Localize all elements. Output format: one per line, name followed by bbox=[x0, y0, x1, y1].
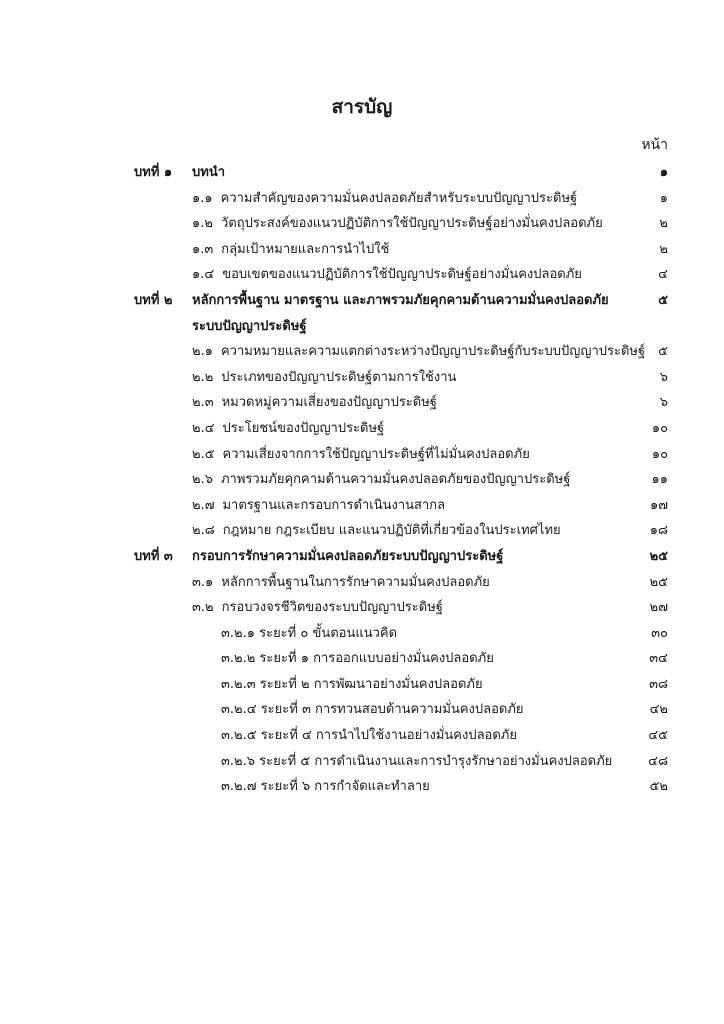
toc-page-number: ๔ bbox=[658, 267, 668, 283]
toc-section-number: ๒.๗ bbox=[192, 497, 215, 513]
toc-page-number: ๒๗ bbox=[649, 600, 668, 616]
toc-section-text: ขอบเขตของแนวปฏิบัติการใช้ปัญญาประดิษฐ์อย่างมั่นคงปลอดภัย bbox=[222, 267, 582, 283]
toc-section-text: กลุ่มเป้าหมายและการนำไปใช้ bbox=[221, 241, 390, 257]
toc-entry-title bbox=[192, 518, 561, 544]
toc-section-text: ภาพรวมภัยคุกคามด้านความมั่นคงปลอดภัยของปัญญาประดิษฐ์ bbox=[220, 472, 571, 488]
toc-entry[interactable] bbox=[0, 416, 724, 442]
toc-entry-title bbox=[192, 186, 577, 212]
toc-entry[interactable] bbox=[0, 211, 724, 237]
toc-entry-title bbox=[221, 723, 517, 749]
toc-entry-title bbox=[192, 339, 645, 365]
toc-entry-title bbox=[221, 774, 430, 800]
toc-section-text: หมวดหมู่ความเสี่ยงของปัญญาประดิษฐ์ bbox=[221, 395, 437, 411]
toc-entry[interactable] bbox=[0, 339, 724, 365]
page-column-header: หน้า bbox=[641, 137, 668, 153]
toc-chapter-label: บทที่ ๒ bbox=[134, 292, 173, 308]
toc-page-number: ๔๕ bbox=[648, 728, 668, 744]
toc-entry[interactable] bbox=[0, 749, 724, 775]
toc-page-number: ๑๗ bbox=[649, 497, 668, 513]
toc-entry-title bbox=[192, 365, 456, 391]
toc-entry-title bbox=[221, 672, 483, 698]
toc-page-number: ๓๘ bbox=[649, 676, 668, 692]
toc-entry[interactable] bbox=[0, 697, 724, 723]
toc-entry[interactable] bbox=[0, 774, 724, 800]
toc-page-number: ๔๘ bbox=[648, 753, 668, 769]
toc-entry[interactable] bbox=[0, 672, 724, 698]
table-of-contents bbox=[0, 160, 724, 800]
toc-entry[interactable] bbox=[0, 237, 724, 263]
toc-section-number: ๓.๒ bbox=[192, 600, 214, 616]
toc-section-text: ๓.๒.๓ ระยะที่ ๒ การพัฒนาอย่างมั่นคงปลอดภัย bbox=[221, 676, 483, 692]
toc-entry[interactable] bbox=[0, 544, 724, 570]
toc-entry-title bbox=[221, 646, 494, 672]
toc-entry-title bbox=[192, 570, 490, 596]
toc-entry-title bbox=[192, 416, 384, 442]
toc-section-number: ๒.๒ bbox=[192, 369, 214, 385]
toc-entry[interactable] bbox=[0, 467, 724, 493]
toc-section-number: ๒.๖ bbox=[192, 472, 213, 488]
toc-entry-title bbox=[192, 160, 225, 186]
toc-section-text: ๓.๒.๑ ระยะที่ ๐ ขั้นตอนแนวคิด bbox=[221, 625, 398, 641]
toc-entry[interactable] bbox=[0, 262, 724, 288]
toc-page-number: ๕ bbox=[658, 344, 668, 360]
toc-section-text: ๓.๒.๔ ระยะที่ ๓ การทวนสอบด้านความมั่นคงปลอดภัย bbox=[221, 702, 524, 718]
toc-entry[interactable] bbox=[0, 288, 724, 314]
toc-page-number: ๓๔ bbox=[649, 651, 668, 667]
toc-chapter-label: บทที่ ๑ bbox=[134, 165, 173, 180]
toc-section-text: ระบบปัญญาประดิษฐ์ bbox=[192, 318, 307, 334]
toc-section-text: กรอบการรักษาความมั่นคงปลอดภัยระบบปัญญาประดิษฐ์ bbox=[192, 548, 504, 564]
toc-section-text: ประเภทของปัญญาประดิษฐ์ตามการใช้งาน bbox=[221, 369, 457, 385]
toc-page-number: ๕ bbox=[658, 292, 668, 308]
toc-entry[interactable] bbox=[0, 518, 724, 544]
toc-page-number: ๑๐ bbox=[651, 420, 668, 436]
toc-section-text: บทนำ bbox=[192, 165, 226, 180]
toc-page-number: ๑ bbox=[659, 165, 668, 180]
toc-entry[interactable] bbox=[0, 160, 724, 186]
toc-section-text: หลักการพื้นฐาน มาตรฐาน และภาพรวมภัยคุกคามด้านความมั่นคงปลอดภัย bbox=[192, 292, 609, 308]
toc-entry-title bbox=[221, 697, 524, 723]
toc-section-text: กฎหมาย กฎระเบียบ และแนวปฏิบัติที่เกี่ยวข้องในประเทศไทย bbox=[222, 523, 561, 539]
toc-page-number: ๖ bbox=[659, 395, 668, 411]
toc-page-number: ๒๕ bbox=[649, 574, 668, 590]
toc-section-number: ๑.๓ bbox=[192, 241, 214, 257]
toc-section-text: ประโยชน์ของปัญญาประดิษฐ์ bbox=[222, 420, 385, 436]
toc-section-number: ๒.๕ bbox=[192, 446, 215, 462]
toc-entry[interactable] bbox=[0, 493, 724, 519]
toc-section-text: ๓.๒.๖ ระยะที่ ๕ การดำเนินงานและการบำรุงรักษาอย่างมั่นคงปลอดภัย bbox=[221, 753, 613, 769]
toc-page-number: ๒ bbox=[659, 241, 668, 257]
toc-entry[interactable] bbox=[0, 365, 724, 391]
toc-entry[interactable] bbox=[0, 186, 724, 212]
toc-chapter-label: บทที่ ๓ bbox=[134, 548, 173, 564]
toc-page-number: ๖ bbox=[659, 369, 668, 385]
toc-page-number: ๕๒ bbox=[649, 779, 668, 795]
toc-entry-title bbox=[192, 442, 530, 468]
toc-entry-title bbox=[192, 493, 445, 519]
toc-entry-title bbox=[192, 390, 437, 416]
toc-section-text: กรอบวงจรชีวิตของระบบปัญญาประดิษฐ์ bbox=[221, 600, 443, 616]
toc-page-number: ๓๐ bbox=[651, 625, 668, 641]
toc-section-text: วัตถุประสงค์ของแนวปฏิบัติการใช้ปัญญาประดิษฐ์อย่างมั่นคงปลอดภัย bbox=[220, 216, 603, 232]
toc-entry-title bbox=[221, 749, 612, 775]
toc-entry-title bbox=[192, 314, 307, 340]
toc-title: สารบัญ bbox=[331, 96, 393, 118]
toc-section-number: ๓.๑ bbox=[192, 574, 214, 590]
toc-entry[interactable] bbox=[0, 723, 724, 749]
toc-section-number: ๑.๑ bbox=[192, 190, 213, 206]
toc-page-number: ๑๑ bbox=[651, 472, 668, 488]
toc-page-number: ๒๕ bbox=[649, 548, 668, 564]
toc-entry[interactable] bbox=[0, 314, 724, 340]
toc-page-number: ๑๘ bbox=[649, 523, 668, 539]
toc-entry-title bbox=[192, 288, 609, 314]
toc-entry-title bbox=[192, 467, 570, 493]
toc-entry[interactable] bbox=[0, 390, 724, 416]
toc-entry-title bbox=[192, 595, 443, 621]
toc-entry[interactable] bbox=[0, 442, 724, 468]
toc-entry[interactable] bbox=[0, 595, 724, 621]
toc-entry-title bbox=[221, 621, 397, 647]
toc-section-text: มาตรฐานและกรอบการดำเนินงานสากล bbox=[222, 497, 446, 513]
toc-section-text: ๓.๒.๗ ระยะที่ ๖ การกำจัดและทำลาย bbox=[221, 779, 430, 795]
toc-page-number: ๒ bbox=[659, 216, 668, 232]
toc-entry-title bbox=[192, 237, 389, 263]
toc-section-number: ๒.๓ bbox=[192, 395, 214, 411]
toc-section-text: หลักการพื้นฐานในการรักษาความมั่นคงปลอดภัย bbox=[221, 574, 490, 590]
toc-section-text: ความเสี่ยงจากการใช้ปัญญาประดิษฐ์ที่ไม่มั่นคงปลอดภัย bbox=[222, 446, 530, 462]
toc-entry-title bbox=[192, 211, 603, 237]
toc-entry[interactable] bbox=[0, 646, 724, 672]
toc-section-number: ๑.๔ bbox=[192, 267, 215, 283]
toc-section-text: ๓.๒.๒ ระยะที่ ๑ การออกแบบอย่างมั่นคงปลอดภัย bbox=[221, 651, 494, 667]
toc-section-number: ๒.๑ bbox=[192, 344, 213, 360]
toc-section-text: ความหมายและความแตกต่างระหว่างปัญญาประดิษฐ์กับระบบปัญญาประดิษฐ์ bbox=[220, 344, 646, 360]
toc-entry[interactable] bbox=[0, 621, 724, 647]
toc-section-text: ๓.๒.๕ ระยะที่ ๔ การนำไปใช้งานอย่างมั่นคงปลอดภัย bbox=[221, 728, 517, 744]
toc-section-text: ความสำคัญของความมั่นคงปลอดภัยสำหรับระบบปัญญาประดิษฐ์ bbox=[220, 190, 578, 206]
toc-entry[interactable] bbox=[0, 570, 724, 596]
toc-page-number: ๑ bbox=[659, 190, 668, 206]
toc-entry-title bbox=[192, 262, 582, 288]
toc-section-number: ๒.๘ bbox=[192, 523, 215, 539]
toc-page-number: ๔๒ bbox=[649, 702, 668, 718]
toc-section-number: ๑.๒ bbox=[192, 216, 213, 232]
toc-entry-title bbox=[192, 544, 503, 570]
toc-page-number: ๑๐ bbox=[651, 446, 668, 462]
toc-section-number: ๒.๔ bbox=[192, 420, 215, 436]
